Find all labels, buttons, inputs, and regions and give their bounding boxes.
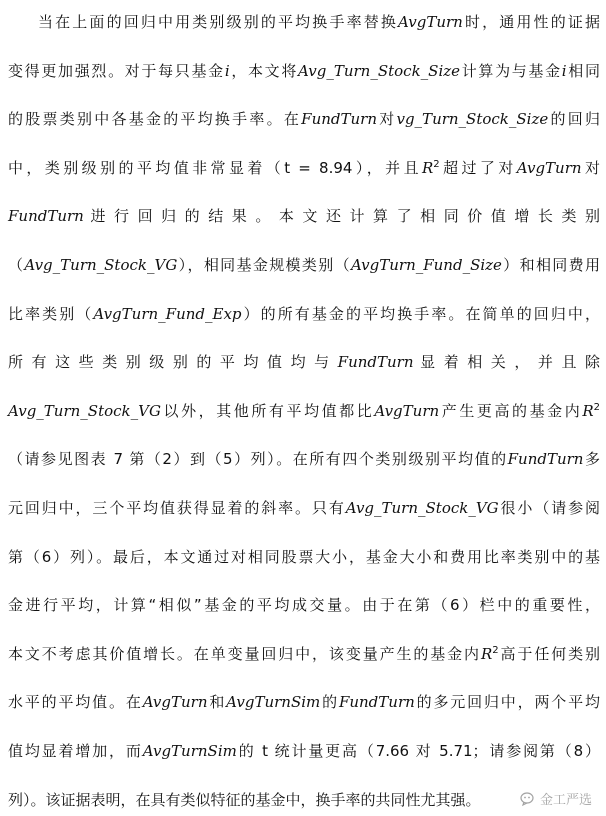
math-variable: Avg_Turn_Stock_VG <box>24 256 178 274</box>
text-run: 水平的平均值。在 <box>8 693 143 712</box>
text-line <box>8 107 600 131</box>
text-line <box>8 302 600 326</box>
math-variable: R <box>582 401 594 420</box>
text-run: 所 有 这 些 类 别 级 别 的 平 均 值 均 与 <box>8 353 338 372</box>
text-run: 变得更加强烈。对于每只基金 <box>8 61 225 80</box>
text-run: 的股票类别中各基金的平均换手率。在 <box>8 110 302 129</box>
text-run: （请参见图表 7 第（2）到（5）列）。在所有四个类别级别平均值的 <box>8 450 508 469</box>
text-run: 的多元回归中，两个平均 <box>414 693 600 712</box>
math-variable: FundTurn <box>337 353 414 372</box>
text-run: 以外，其他所有平均值都比 <box>160 401 375 420</box>
text-run: 很小（请参阅 <box>498 499 600 517</box>
text-run: 中，类别级别的平均值非常显着（t = 8.94），并且 <box>8 158 422 177</box>
text-run: ）和相同费用 <box>501 256 600 274</box>
text-run: 的回归 <box>548 110 600 129</box>
math-variable: R <box>480 644 493 663</box>
math-variable: FundTurn <box>338 693 415 712</box>
text-run: 超过了对 <box>439 158 517 177</box>
math-variable: Avg_Turn_Stock_VG <box>345 499 499 517</box>
math-variable: i <box>224 61 230 80</box>
text-run: 金进行平均，计算“相似”基金的平均成交量。由于在第（6）栏中的重要性， <box>8 596 600 615</box>
math-variable: Avg_Turn_Stock_Size <box>298 61 461 80</box>
text-run: 时，通用性的证据 <box>462 13 600 31</box>
text-run: 高于任何类别 <box>498 644 600 663</box>
text-run: 第（6）列）。最后，本文通过对相同股票大小，基金大小和费用比率类别中的基 <box>8 547 600 566</box>
math-variable: AvgTurnSim <box>226 693 321 712</box>
text-line <box>8 204 600 228</box>
text-line <box>8 447 600 471</box>
superscript: 2 <box>593 401 600 413</box>
math-variable: FundTurn <box>507 450 584 469</box>
text-run: 的 <box>320 693 339 712</box>
text-run: 进 行 回 归 的 结 果 。 本 文 还 计 算 了 相 同 价 值 增 长 类 别 <box>83 207 600 226</box>
text-run: 计算为与基金 <box>460 61 562 80</box>
text-run: 显 着 相 关 ， 并 且 除 <box>413 353 600 372</box>
text-run: 产生更高的基金内 <box>439 401 583 420</box>
math-variable: AvgTurn <box>142 693 208 712</box>
text-line <box>8 788 600 812</box>
math-variable: vg_Turn_Stock_Size <box>396 110 549 129</box>
text-run: 对 <box>376 110 397 129</box>
text-line <box>8 59 600 83</box>
text-line <box>8 399 600 423</box>
text-run: ）的所有基金的平均换手率。在简单的回归中， <box>241 304 600 323</box>
watermark-text: 金工严选 <box>539 793 592 808</box>
text-line <box>8 253 600 277</box>
text-line <box>8 642 600 666</box>
wechat-bubble-icon <box>520 791 536 807</box>
watermark <box>520 789 592 808</box>
text-run: 比率类别（ <box>8 304 94 323</box>
superscript: 2 <box>433 158 440 170</box>
text-line <box>8 739 600 763</box>
math-variable: AvgTurn <box>398 13 463 31</box>
math-variable: AvgTurnSim <box>142 742 237 760</box>
text-run: 值均显着增加，而 <box>8 742 143 760</box>
text-run: 相同 <box>566 61 600 80</box>
math-variable: FundTurn <box>301 110 377 129</box>
text-line <box>38 10 600 34</box>
math-variable: AvgTurn_Fund_Size <box>350 256 502 274</box>
text-run: ，本文将 <box>229 61 299 80</box>
text-run: 多 <box>583 450 600 469</box>
text-line <box>8 156 600 180</box>
text-run: 和 <box>207 693 227 712</box>
text-run: 的 t 统计量更高（7.66 对 5.71；请参阅第（8） <box>236 742 600 760</box>
text-run: 当在上面的回归中用类别级别的平均换手率替换 <box>38 13 399 31</box>
math-variable: AvgTurn_Fund_Exp <box>93 304 242 323</box>
math-variable: AvgTurn <box>516 158 582 177</box>
text-line <box>8 545 600 569</box>
text-run: 元回归中，三个平均值获得显着的斜率。只有 <box>8 499 346 517</box>
text-run: 列）。该证据表明，在具有类似特征的基金中，换手率的共同性尤其强。 <box>8 790 481 809</box>
math-variable: R <box>422 158 434 177</box>
text-run: 对 <box>581 158 600 177</box>
text-run: 本文不考虑其价值增长。在单变量回归中，该变量产生的基金内 <box>8 644 481 663</box>
text-line <box>8 350 600 374</box>
math-variable: Avg_Turn_Stock_VG <box>8 401 161 420</box>
text-run: （ <box>8 256 25 274</box>
math-variable: FundTurn <box>8 207 84 226</box>
text-line <box>8 593 600 617</box>
math-variable: AvgTurn <box>374 401 440 420</box>
superscript: 2 <box>492 644 499 656</box>
text-run: ），相同基金规模类别（ <box>177 256 351 274</box>
text-line <box>8 690 600 714</box>
math-variable: i <box>561 61 567 80</box>
text-line <box>8 496 600 520</box>
